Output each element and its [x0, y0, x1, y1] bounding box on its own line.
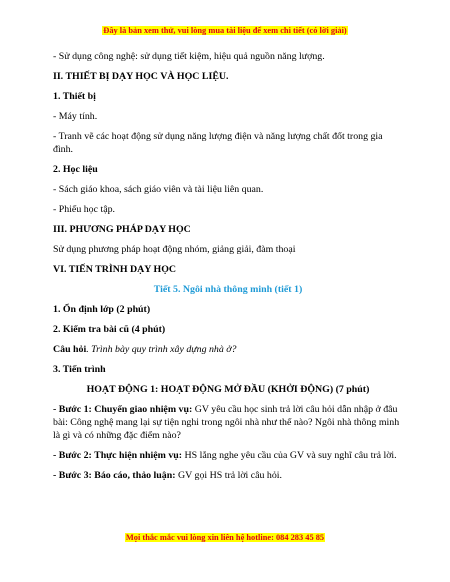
step-text: HS lắng nghe yêu cầu của GV và suy nghĩ câu trả lời. — [182, 450, 397, 461]
step-heading: 2. Kiểm tra bài cũ (4 phút) — [53, 324, 166, 335]
subheading-equipment: 1. Thiết bị — [53, 91, 96, 102]
question-paragraph — [53, 343, 403, 356]
step-heading: 3. Tiến trình — [53, 364, 106, 375]
activity-step — [53, 449, 403, 462]
section-heading-equipment: II. THIẾT BỊ DẠY HỌC VÀ HỌC LIỆU. — [53, 71, 229, 82]
question-text: . Trình bày quy trình xây dựng nhà ở? — [86, 344, 237, 355]
paragraph: - Sử dụng công nghệ: sử dụng tiết kiệm, hiệu quả nguồn năng lượng. — [53, 51, 325, 62]
paragraph: Sử dụng phương pháp hoạt động nhóm, giảng giải, đàm thoại — [53, 244, 296, 255]
step-text: GV gọi HS trả lời câu hỏi. — [175, 470, 283, 481]
hotline-banner — [0, 533, 450, 542]
list-item: - Tranh vẽ các hoạt động sử dụng năng lượng điện và năng lượng chất đốt trong gia đình. — [53, 131, 383, 155]
step-label: - Bước 3: Báo cáo, thảo luận: — [53, 470, 176, 481]
subheading-materials: 2. Học liệu — [53, 164, 98, 175]
document-body — [53, 50, 403, 489]
question-label: Câu hỏi — [53, 344, 87, 355]
activity-step — [53, 403, 403, 442]
list-item: - Sách giáo khoa, sách giáo viên và tài liệu liên quan. — [53, 184, 264, 195]
step-text: GV yêu cầu học sinh trả lời câu hỏi dẫn nhập ở đâu bài: Công nghệ mang lại sự tiện nghi trong ngôi nhà như thế nào? Ngôi nhà thông minh là gì và có những đặc điểm nào? — [53, 404, 400, 441]
step-heading: 1. Ổn định lớp (2 phút) — [53, 304, 151, 315]
preview-banner — [0, 26, 450, 35]
section-heading-process: VI. TIẾN TRÌNH DẠY HỌC — [53, 264, 177, 275]
activity-heading: HOẠT ĐỘNG 1: HOẠT ĐỘNG MỞ ĐẦU (KHỞI ĐỘNG) (7 phút) — [86, 384, 370, 395]
preview-banner-text: Đây là bản xem thử, vui lòng mua tài liệu để xem chi tiết (có lời giải) — [103, 26, 347, 35]
list-item: - Phiếu học tập. — [53, 204, 115, 215]
activity-step — [53, 469, 403, 482]
list-item: - Máy tính. — [53, 111, 98, 122]
step-label: - Bước 1: Chuyển giao nhiệm vụ: — [53, 404, 193, 415]
section-heading-methods: III. PHƯƠNG PHÁP DẠY HỌC — [53, 224, 191, 235]
lesson-title: Tiết 5. Ngôi nhà thông minh (tiết 1) — [153, 284, 303, 295]
step-label: - Bước 2: Thực hiện nhiệm vụ: — [53, 450, 183, 461]
hotline-banner-text: Mọi thắc mắc vui lòng xin liên hệ hotline: 084 283 45 85 — [125, 533, 325, 542]
